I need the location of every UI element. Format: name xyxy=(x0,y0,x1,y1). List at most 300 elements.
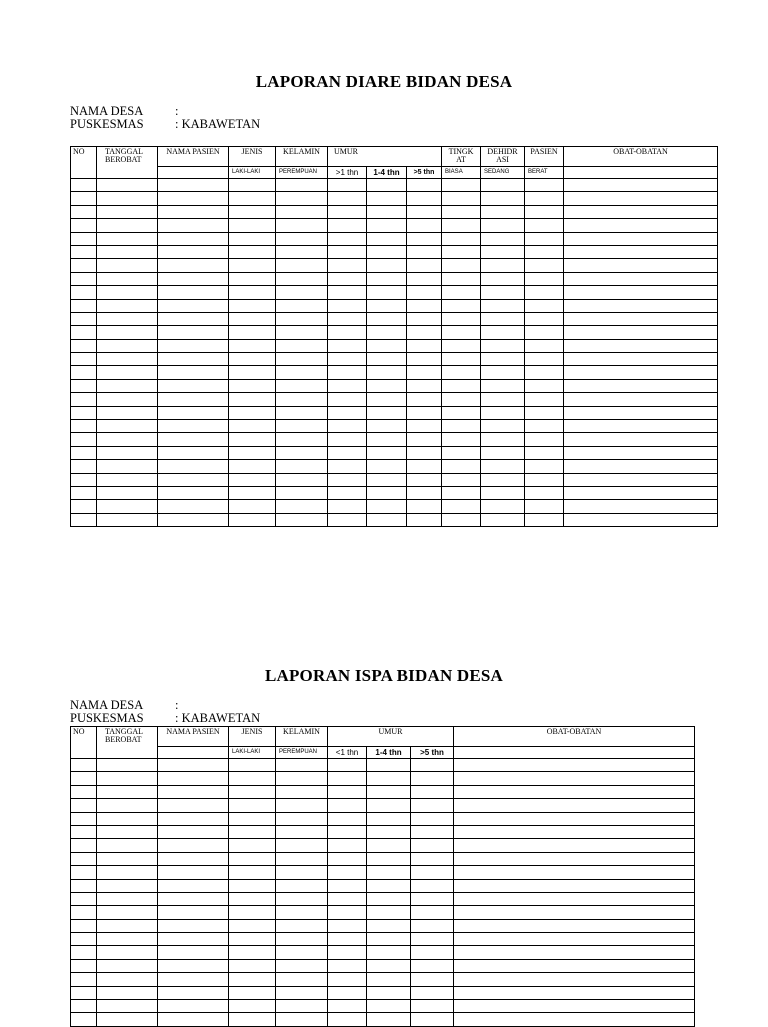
table-cell xyxy=(328,799,367,812)
table-cell xyxy=(564,420,718,433)
table-cell xyxy=(97,513,158,526)
table-cell xyxy=(229,326,276,339)
table-cell xyxy=(71,219,97,232)
table-row xyxy=(71,906,695,919)
table-cell xyxy=(276,393,328,406)
ispa-report-title: LAPORAN ISPA BIDAN DESA xyxy=(264,666,504,685)
table-cell xyxy=(276,812,328,825)
table-cell xyxy=(454,919,695,932)
table-cell xyxy=(407,500,442,513)
table-cell xyxy=(229,446,276,459)
table-cell xyxy=(407,393,442,406)
table-row xyxy=(71,799,695,812)
table-cell xyxy=(407,486,442,499)
table-cell xyxy=(71,312,97,325)
table-cell xyxy=(276,866,328,879)
table-cell xyxy=(367,799,411,812)
table-row xyxy=(71,339,718,352)
table-cell xyxy=(407,433,442,446)
table-cell xyxy=(97,919,158,932)
table-cell xyxy=(407,420,442,433)
table-cell xyxy=(442,286,481,299)
header-obat-obatan: OBAT-OBATAN xyxy=(564,147,718,167)
table-cell xyxy=(97,852,158,865)
table-cell xyxy=(367,205,407,218)
table-row xyxy=(71,433,718,446)
header-nama-pasien: NAMA PASIEN xyxy=(158,147,229,167)
table-cell xyxy=(229,339,276,352)
table-cell xyxy=(158,312,229,325)
table-cell xyxy=(158,1000,229,1013)
header-pasien: PASIEN xyxy=(525,147,564,167)
header-jenis: JENIS xyxy=(229,147,276,167)
table-cell xyxy=(229,179,276,192)
table-cell xyxy=(71,366,97,379)
header-obat-obatan: OBAT-OBATAN xyxy=(454,727,695,747)
table-cell xyxy=(97,420,158,433)
table-cell xyxy=(407,326,442,339)
ispa-report-table xyxy=(70,726,695,1027)
table-cell xyxy=(97,192,158,205)
table-cell xyxy=(454,879,695,892)
table-cell xyxy=(328,866,367,879)
table-cell xyxy=(71,812,97,825)
table-cell xyxy=(407,205,442,218)
table-cell xyxy=(276,420,328,433)
table-cell xyxy=(525,299,564,312)
table-cell xyxy=(328,959,367,972)
table-cell xyxy=(158,772,229,785)
table-cell xyxy=(407,460,442,473)
table-cell xyxy=(229,353,276,366)
table-cell xyxy=(158,192,229,205)
table-row xyxy=(71,866,695,879)
table-cell xyxy=(276,192,328,205)
table-cell xyxy=(525,326,564,339)
subheader-obat-empty xyxy=(454,747,695,759)
table-cell xyxy=(525,192,564,205)
table-cell xyxy=(367,1013,411,1026)
table-cell xyxy=(71,446,97,459)
table-cell xyxy=(481,406,525,419)
table-cell xyxy=(97,379,158,392)
table-cell xyxy=(158,919,229,932)
table-cell xyxy=(525,420,564,433)
table-cell xyxy=(276,219,328,232)
table-cell xyxy=(229,825,276,838)
table-cell xyxy=(407,513,442,526)
table-row xyxy=(71,959,695,972)
table-cell xyxy=(71,986,97,999)
table-cell xyxy=(276,759,328,772)
table-cell xyxy=(158,179,229,192)
table-row xyxy=(71,205,718,218)
table-cell xyxy=(229,866,276,879)
subheader-umur-2: 1-4 thn xyxy=(367,747,411,759)
table-cell xyxy=(481,500,525,513)
table-cell xyxy=(481,433,525,446)
table-cell xyxy=(229,192,276,205)
table-cell xyxy=(71,259,97,272)
table-cell xyxy=(411,799,454,812)
table-cell xyxy=(229,406,276,419)
table-cell xyxy=(158,299,229,312)
table-cell xyxy=(367,460,407,473)
table-cell xyxy=(276,1000,328,1013)
table-cell xyxy=(97,393,158,406)
subheader-umur-3: >5 thn xyxy=(407,167,442,179)
table-cell xyxy=(158,366,229,379)
table-cell xyxy=(367,366,407,379)
table-cell xyxy=(276,339,328,352)
table-cell xyxy=(525,312,564,325)
table-cell xyxy=(564,500,718,513)
table-cell xyxy=(71,933,97,946)
table-cell xyxy=(367,446,407,459)
table-cell xyxy=(97,933,158,946)
table-cell xyxy=(564,366,718,379)
table-row xyxy=(71,839,695,852)
table-cell xyxy=(158,339,229,352)
table-cell xyxy=(97,879,158,892)
table-cell xyxy=(328,1013,367,1026)
table-cell xyxy=(276,933,328,946)
table-cell xyxy=(276,232,328,245)
table-cell xyxy=(525,286,564,299)
table-cell xyxy=(407,299,442,312)
table-cell xyxy=(407,473,442,486)
table-cell xyxy=(407,245,442,258)
table-cell xyxy=(328,785,367,798)
table-cell xyxy=(229,879,276,892)
table-cell xyxy=(328,946,367,959)
table-cell xyxy=(328,825,367,838)
table-cell xyxy=(97,906,158,919)
table-row xyxy=(71,933,695,946)
table-row xyxy=(71,486,718,499)
table-cell xyxy=(525,353,564,366)
table-cell xyxy=(525,446,564,459)
table-cell xyxy=(229,919,276,932)
table-row xyxy=(71,326,718,339)
table-cell xyxy=(97,486,158,499)
table-cell xyxy=(328,812,367,825)
table-cell xyxy=(442,500,481,513)
header-kelamin: KELAMIN xyxy=(276,727,328,747)
table-cell xyxy=(71,1000,97,1013)
table-row xyxy=(71,312,718,325)
table-row xyxy=(71,1013,695,1026)
table-cell xyxy=(158,785,229,798)
table-cell xyxy=(525,179,564,192)
table-cell xyxy=(158,759,229,772)
table-cell xyxy=(525,433,564,446)
table-cell xyxy=(525,205,564,218)
table-cell xyxy=(229,772,276,785)
table-cell xyxy=(97,339,158,352)
table-cell xyxy=(481,339,525,352)
table-cell xyxy=(276,973,328,986)
table-cell xyxy=(71,879,97,892)
table-row xyxy=(71,1000,695,1013)
table-cell xyxy=(367,420,407,433)
table-cell xyxy=(229,799,276,812)
table-cell xyxy=(407,339,442,352)
table-cell xyxy=(229,946,276,959)
header-umur: UMUR xyxy=(328,727,454,747)
table-cell xyxy=(71,919,97,932)
table-cell xyxy=(229,959,276,972)
table-cell xyxy=(71,825,97,838)
table-cell xyxy=(229,1013,276,1026)
table-cell xyxy=(411,852,454,865)
table-cell xyxy=(407,312,442,325)
table-cell xyxy=(442,205,481,218)
table-cell xyxy=(158,946,229,959)
table-cell xyxy=(328,500,367,513)
table-cell xyxy=(328,1000,367,1013)
table-cell xyxy=(276,433,328,446)
table-cell xyxy=(71,513,97,526)
table-cell xyxy=(71,892,97,905)
table-cell xyxy=(525,406,564,419)
table-cell xyxy=(367,866,411,879)
table-cell xyxy=(158,326,229,339)
table-cell xyxy=(229,420,276,433)
table-cell xyxy=(481,513,525,526)
table-cell xyxy=(276,312,328,325)
table-row xyxy=(71,366,718,379)
table-cell xyxy=(97,892,158,905)
table-cell xyxy=(158,473,229,486)
table-cell xyxy=(411,973,454,986)
table-cell xyxy=(71,179,97,192)
table-cell xyxy=(71,245,97,258)
table-cell xyxy=(442,406,481,419)
header-umur: UMUR xyxy=(328,147,442,167)
table-row xyxy=(71,353,718,366)
table-cell xyxy=(442,420,481,433)
table-cell xyxy=(328,852,367,865)
table-cell xyxy=(276,879,328,892)
table-cell xyxy=(481,420,525,433)
table-cell xyxy=(367,825,411,838)
table-cell xyxy=(97,973,158,986)
table-cell xyxy=(411,946,454,959)
subheader-sedang: SEDANG xyxy=(481,167,525,179)
table-cell xyxy=(97,839,158,852)
table-cell xyxy=(328,366,367,379)
table-cell xyxy=(564,219,718,232)
table-cell xyxy=(276,406,328,419)
table-cell xyxy=(328,179,367,192)
table-row xyxy=(71,772,695,785)
table-cell xyxy=(158,446,229,459)
table-cell xyxy=(229,906,276,919)
table-cell xyxy=(407,259,442,272)
table-cell xyxy=(276,205,328,218)
table-cell xyxy=(481,353,525,366)
table-cell xyxy=(276,785,328,798)
table-cell xyxy=(158,799,229,812)
table-cell xyxy=(525,393,564,406)
table-row xyxy=(71,513,718,526)
table-cell xyxy=(276,892,328,905)
table-cell xyxy=(411,986,454,999)
table-row xyxy=(71,946,695,959)
table-row xyxy=(71,393,718,406)
table-cell xyxy=(229,219,276,232)
table-cell xyxy=(158,812,229,825)
table-cell xyxy=(229,366,276,379)
table-cell xyxy=(367,973,411,986)
table-cell xyxy=(158,272,229,285)
table-cell xyxy=(454,785,695,798)
table-cell xyxy=(229,759,276,772)
table-cell xyxy=(564,513,718,526)
header-no: NO xyxy=(71,147,97,179)
table-cell xyxy=(97,446,158,459)
table-cell xyxy=(411,959,454,972)
table-row xyxy=(71,892,695,905)
table-cell xyxy=(97,799,158,812)
table-cell xyxy=(481,326,525,339)
table-cell xyxy=(97,473,158,486)
table-cell xyxy=(229,473,276,486)
table-cell xyxy=(229,312,276,325)
table-cell xyxy=(367,986,411,999)
table-cell xyxy=(407,353,442,366)
table-cell xyxy=(442,312,481,325)
table-cell xyxy=(71,486,97,499)
table-cell xyxy=(525,513,564,526)
table-cell xyxy=(525,339,564,352)
header-jenis: JENIS xyxy=(229,727,276,747)
table-cell xyxy=(411,812,454,825)
table-cell xyxy=(71,232,97,245)
table-cell xyxy=(367,232,407,245)
table-cell xyxy=(442,339,481,352)
subheader-perempuan: PEREMPUAN xyxy=(276,747,328,759)
table-cell xyxy=(158,406,229,419)
header-tanggal-berobat: TANGGAL BEROBAT xyxy=(97,727,158,759)
table-cell xyxy=(442,192,481,205)
table-cell xyxy=(367,326,407,339)
table-cell xyxy=(367,852,411,865)
table-cell xyxy=(411,839,454,852)
diare-subheader-row xyxy=(71,167,718,179)
table-cell xyxy=(229,785,276,798)
table-cell xyxy=(407,179,442,192)
table-cell xyxy=(328,192,367,205)
table-cell xyxy=(276,1013,328,1026)
table-cell xyxy=(97,179,158,192)
table-cell xyxy=(276,353,328,366)
table-cell xyxy=(97,812,158,825)
table-cell xyxy=(229,973,276,986)
table-cell xyxy=(71,326,97,339)
table-cell xyxy=(564,179,718,192)
table-row xyxy=(71,192,718,205)
header-no: NO xyxy=(71,727,97,759)
table-cell xyxy=(97,232,158,245)
table-cell xyxy=(229,986,276,999)
table-cell xyxy=(525,219,564,232)
table-cell xyxy=(97,299,158,312)
table-cell xyxy=(71,339,97,352)
table-cell xyxy=(229,812,276,825)
table-cell xyxy=(71,406,97,419)
table-row xyxy=(71,759,695,772)
diare-nama-desa-value: : xyxy=(175,104,179,118)
table-cell xyxy=(407,192,442,205)
table-cell xyxy=(481,232,525,245)
table-cell xyxy=(71,1013,97,1026)
subheader-obat-empty xyxy=(564,167,718,179)
table-cell xyxy=(367,839,411,852)
table-cell xyxy=(158,393,229,406)
table-cell xyxy=(276,959,328,972)
table-cell xyxy=(97,205,158,218)
table-cell xyxy=(97,259,158,272)
table-cell xyxy=(158,259,229,272)
ispa-header-row xyxy=(71,727,695,747)
table-cell xyxy=(481,473,525,486)
table-cell xyxy=(229,933,276,946)
diare-header-row xyxy=(71,147,718,167)
table-cell xyxy=(276,906,328,919)
table-cell xyxy=(442,219,481,232)
table-cell xyxy=(71,799,97,812)
table-cell xyxy=(97,353,158,366)
table-cell xyxy=(71,866,97,879)
table-cell xyxy=(328,312,367,325)
table-cell xyxy=(158,959,229,972)
table-cell xyxy=(442,379,481,392)
table-cell xyxy=(328,393,367,406)
subheader-berat: BERAT xyxy=(525,167,564,179)
table-cell xyxy=(158,379,229,392)
table-cell xyxy=(411,933,454,946)
table-cell xyxy=(481,179,525,192)
table-cell xyxy=(158,825,229,838)
table-cell xyxy=(328,272,367,285)
table-cell xyxy=(71,959,97,972)
table-cell xyxy=(367,812,411,825)
table-cell xyxy=(276,986,328,999)
table-cell xyxy=(276,919,328,932)
header-tingkat: TINGK AT xyxy=(442,147,481,167)
table-cell xyxy=(158,852,229,865)
table-cell xyxy=(276,772,328,785)
table-cell xyxy=(71,460,97,473)
table-cell xyxy=(71,353,97,366)
table-cell xyxy=(525,460,564,473)
table-row xyxy=(71,986,695,999)
table-cell xyxy=(525,366,564,379)
table-cell xyxy=(158,245,229,258)
table-cell xyxy=(229,1000,276,1013)
table-cell xyxy=(481,245,525,258)
table-cell xyxy=(158,892,229,905)
table-cell xyxy=(276,473,328,486)
table-cell xyxy=(158,353,229,366)
table-row xyxy=(71,785,695,798)
table-cell xyxy=(481,366,525,379)
table-cell xyxy=(564,286,718,299)
table-cell xyxy=(229,205,276,218)
table-cell xyxy=(328,326,367,339)
